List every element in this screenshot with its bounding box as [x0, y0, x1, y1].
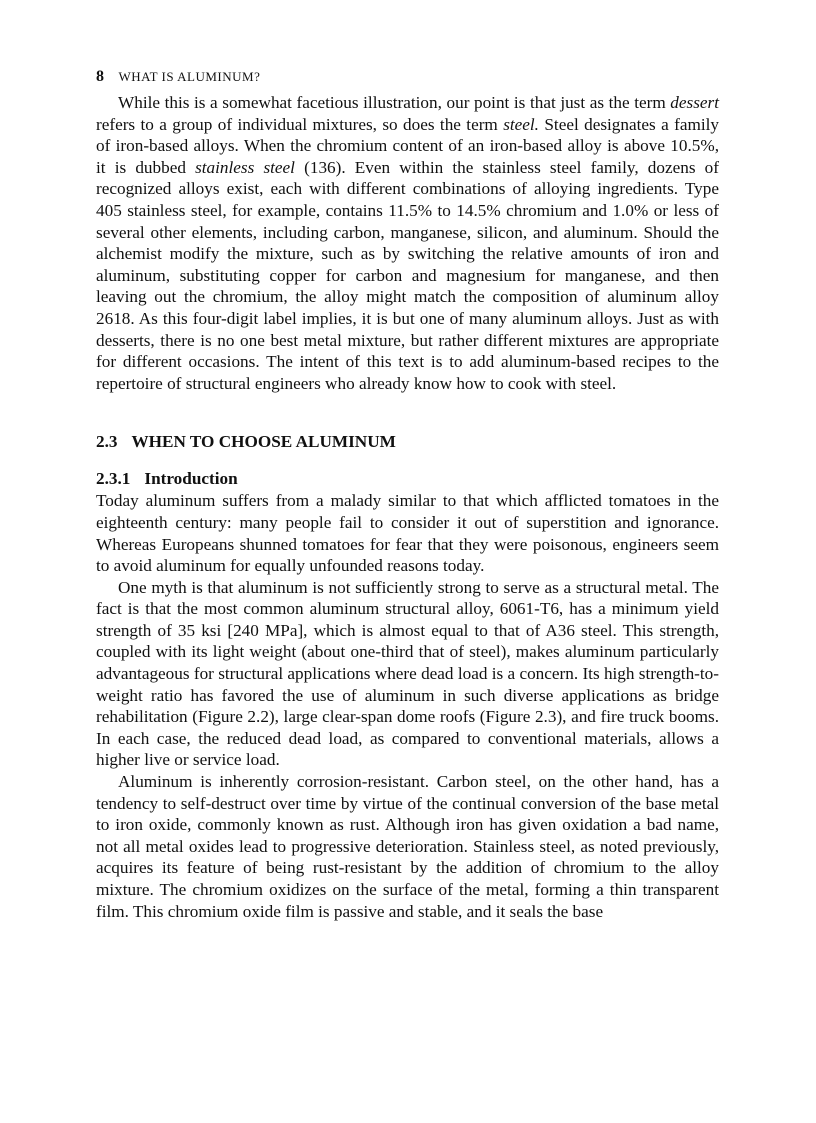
running-title: WHAT IS ALUMINUM?: [118, 69, 261, 84]
document-page: [96, 68, 719, 922]
body-text: [96, 92, 719, 922]
subsection-heading: [96, 468, 719, 490]
paragraph-corrosion: Aluminum is inherently corrosion-resistant. Carbon steel, on the other hand, has a tendency to self-destruct over time by virtue of the continual conversion of the base metal to iron oxide, commonly known as rust. Although iron has given oxidation a bad name, not all metal oxides lead to progressive deterioration. Stainless steel, as noted previously, acquires its feature of being rust-resistant by the addition of chromium to the alloy mixture. The chromium oxidizes on the surface of the metal, forming a thin transparent film. This chromium oxide film is passive and stable, and it seals the base: [96, 772, 719, 921]
section-heading: [96, 431, 719, 453]
running-header: [96, 68, 719, 92]
paragraph-strength-myth: One myth is that aluminum is not sufficiently strong to serve as a structural metal. The fact is that the most common aluminum structural alloy, 6061-T6, has a minimum yield strength of 35 ksi [240 MPa], which is almost equal to that of A36 steel. This strength, coupled with its light weight (about one-third that of steel), makes aluminum particularly advantageous for structural applications where dead load is a concern. Its high strength-to-weight ratio has favored the use of aluminum in such diverse applications as bridge rehabilitation (Figure 2.2), large clear-span dome roofs (Figure 2.3), and fire truck booms. In each case, the reduced dead load, as compared to conventional materials, allows a higher live or service load.: [96, 577, 719, 770]
paragraph-text: (136). Even within the stainless steel family, dozens of recognized alloys exist, each with different combinations of alloying ingredients. Type 405 stainless steel, for example, contains 11.5% to 14.5% chromium and 1.0% or less of several other elements, including carbon, manganese, silicon, and aluminum. Should the alchemist modify the mixture, such as by switching the relative amounts of iron and aluminum, substituting copper for carbon and magnesium for manganese, and then leaving out the chromium, the alloy might match the composition of aluminum alloy 2618. As this four-digit label implies, it is but one of many aluminum alloys. Just as with desserts, there is no one best metal mixture, but rather different mixtures are appropriate for different occasions. The intent of this text is to add aluminum-based recipes to the repertoire of structural engineers who already know how to cook with steel.: [96, 157, 719, 393]
paragraph-text: refers to a group of individual mixtures, so does the term: [96, 114, 504, 134]
italic-term-stainless-steel: stainless steel: [195, 157, 295, 177]
italic-term-steel: steel.: [503, 114, 539, 134]
subsection-number: 2.3.1: [96, 469, 131, 489]
italic-term-dessert: dessert: [670, 93, 719, 112]
page-number: 8: [96, 68, 105, 85]
paragraph-text: While this is a somewhat facetious illustration, our point is that just as the term: [118, 93, 671, 112]
paragraph-dessert-steel: [96, 92, 719, 394]
subsection-title: Introduction: [144, 469, 238, 489]
section-number: 2.3: [96, 432, 118, 452]
section-title: WHEN TO CHOOSE ALUMINUM: [131, 432, 396, 452]
paragraph-tomatoes: Today aluminum suffers from a malady similar to that which afflicted tomatoes in the eighteenth century: many people fail to consider it out of superstition and ignorance. Whereas Europeans shunned tomatoes for fear that they were poisonous, engineers seem to avoid aluminum for equally unfounded reasons today.: [96, 491, 719, 576]
paragraph-text: Steel designates a family of iron-based alloys. When the chromium content of an iron-based alloy is above 10.5%, it is dubbed: [96, 114, 719, 177]
